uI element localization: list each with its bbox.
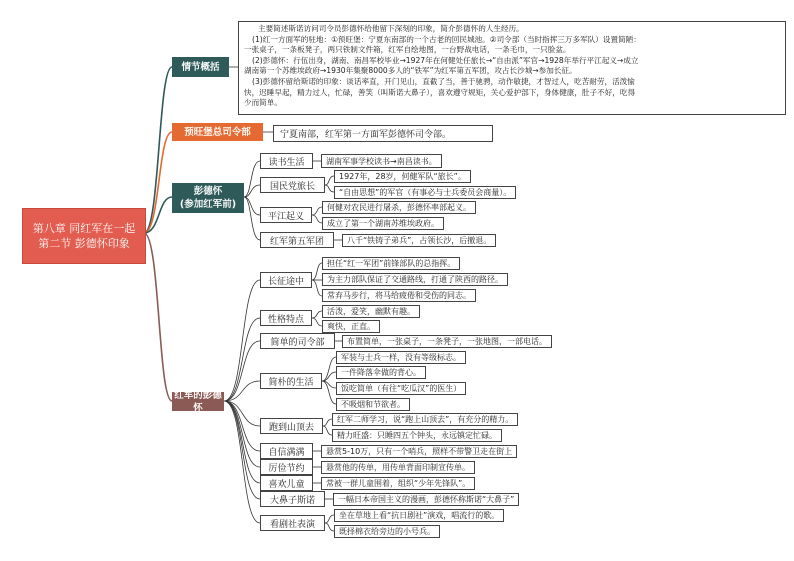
confident-detail: 悬赏5-10万，只有一个哨兵，照样不带警卫走在街上 — [321, 445, 517, 458]
summary-line: 湖南第一个苏维埃政府→1930年集聚8000多人的“铁军”为红军第五军团，攻占长沙城→参加长征。 — [244, 66, 577, 76]
long-march-detail: 常弃马步行，将马给疲倦和受伤的同志。 — [322, 289, 476, 302]
summary-line: (3)彭德怀留给斯诺的印象：谈话率直，开门见山，直截了当，善于驰骋，动作敏捷，才智过人，吃苦耐劳，活泼愉 — [252, 76, 635, 86]
headquarters-location: 宁夏南部，红军第一方面军彭德怀司令部。 — [273, 125, 493, 142]
topic-long-march[interactable]: 长征途中 — [260, 272, 312, 288]
topic-big-nose-snow[interactable]: 大鼻子斯诺 — [260, 491, 325, 507]
topic-simple-life[interactable]: 简朴的生活 — [260, 373, 322, 389]
root-topic[interactable] — [22, 208, 146, 264]
branch-peng-before-red-army[interactable] — [172, 183, 244, 213]
long-march-detail: 为主力部队保证了交通路线，打通了陕西的路径。 — [322, 273, 508, 286]
simple-hq-detail: 布置简单，一张桌子，一条凳子，一张地图，一部电话。 — [342, 335, 552, 348]
simple-life-detail: 不吸烟和节欲者。 — [336, 398, 410, 411]
summary-line: 一张桌子，一条板凳子，两只铁制文件箱，红军自绘地图，一台野战电话，一条毛巾，一只脸盆。 — [244, 45, 571, 55]
big-nose-detail: 一幅日本帝国主义的漫画，彭德怀称斯诺“大鼻子” — [333, 493, 519, 506]
topic-loves-children[interactable]: 喜欢儿童 — [260, 475, 313, 491]
topic-fifth-corps[interactable]: 红军第五军团 — [260, 232, 334, 248]
summary-line: 快，迟睡早起，精力过人，忙碌，善笑（叫斯诺大鼻子），喜欢遵守规矩，关心爱护部下，身体健康，肚子不好，吃得 — [244, 87, 636, 97]
topic-kmt-brigadier[interactable]: 国民党旅长 — [260, 177, 325, 193]
drama-detail: 坐在草地上看“抗日剧社”演戏，唱流行的歌。 — [334, 509, 504, 522]
topic-frugal[interactable]: 厉俭节约 — [260, 459, 313, 475]
pingjiang-detail: 成立了第一个湖南苏维埃政府。 — [322, 217, 444, 230]
simple-life-detail: 军装与士兵一样，没有等级标志。 — [336, 351, 466, 364]
root-title-chapter: 第八章 同红军在一起 — [32, 222, 136, 235]
summary-line: (1)红一方面军的驻地：①预旺堡：宁夏东南部的一个古老的回民城池。②司令部（当时指挥三万多军队）设置简陋： — [252, 34, 641, 44]
pingjiang-detail: 何健对农民进行屠杀，彭德怀率部起义。 — [322, 201, 476, 214]
summary-line: 少而简单。 — [244, 98, 282, 108]
root-title-section: 第二节 彭德怀印象 — [38, 237, 130, 250]
topic-run-to-hilltop[interactable]: 跑到山顶去 — [260, 418, 323, 434]
topic-personality[interactable]: 性格特点 — [260, 310, 312, 326]
topic-simple-hq[interactable]: 简单的司令部 — [260, 333, 335, 349]
fifth-corps-detail: 八千“铁铸子弟兵”，占领长沙，后撤退。 — [342, 234, 496, 247]
branch-plot-summary[interactable]: 情节概括 — [172, 57, 229, 77]
simple-life-detail: 一件降落伞做的背心。 — [336, 366, 426, 379]
hilltop-detail: 精力旺盛：只睡四五个钟头，永远镇定忙碌。 — [332, 429, 502, 442]
topic-study-life[interactable]: 读书生活 — [260, 153, 313, 169]
topic-confident[interactable]: 自信满满 — [260, 443, 313, 459]
topic-pingjiang-uprising[interactable]: 平江起义 — [260, 207, 312, 223]
kmt-detail: “自由思想”的军官（有事必与士兵委员会商量）。 — [334, 186, 516, 199]
children-detail: 常被一群儿童围着，组织“少年先锋队”。 — [321, 477, 475, 490]
branch-peng-name: 彭德怀 — [193, 186, 223, 197]
personality-detail: 爽快，正直。 — [322, 320, 380, 333]
frugal-detail: 悬赏他的传单，用传单背面印制宣传单。 — [321, 461, 475, 474]
branch-peng-in-red-army[interactable]: 红军的彭德怀 — [172, 392, 224, 411]
branch-peng-note: (参加红军前) — [179, 199, 237, 210]
long-march-detail: 担任“红一军团”前锋部队的总指挥。 — [322, 257, 460, 270]
personality-detail: 活泼，爱笑，幽默有趣。 — [322, 305, 420, 318]
plot-summary-box — [238, 21, 786, 115]
drama-detail: 既择棉衣给旁边的小号兵。 — [334, 525, 440, 538]
summary-line: (2)彭德怀：行伍出身，湖南、南昌军校毕业→1927年在何健处任旅长→“自由派”军官→1928年举行平江起义→成立 — [252, 55, 639, 65]
kmt-detail: 1927年，28岁，何健军队“旅长”。 — [334, 170, 471, 183]
hilltop-detail: 红军二师学习，说“跑上山顶去”，有充分的精力。 — [332, 413, 518, 426]
branch-headquarters[interactable]: 预旺堡总司令部 — [172, 123, 263, 141]
topic-watch-drama[interactable]: 看剧社表演 — [260, 515, 325, 531]
simple-life-detail: 饭吃简单（有往“吃瓜汉”的医生） — [336, 382, 466, 395]
study-life-detail: 湖南军事学校读书→南昌读书。 — [321, 154, 442, 168]
summary-line: 主要简述斯诺访问司令员彭德怀给他留下深刻的印象，简介彭德怀的人生经历。 — [258, 24, 524, 33]
